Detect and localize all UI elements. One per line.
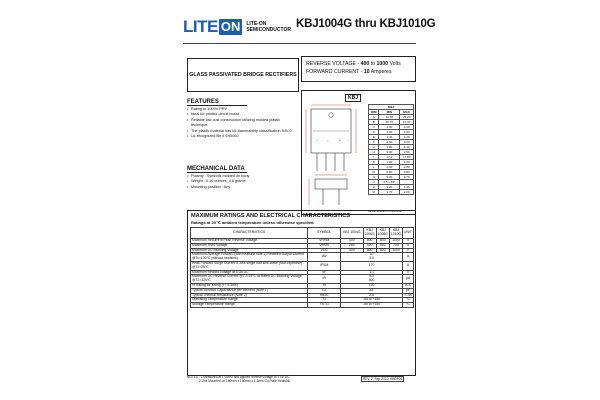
svg-text:+: + — [339, 138, 341, 142]
ratings-box — [187, 210, 416, 376]
table-row — [191, 261, 414, 270]
dimension-cell: O — [369, 180, 379, 185]
ratings-cell: Maximum Average Forward (with heatsink note 2) Rectified Output Current @Tc=100℃ (without heatsink) — [191, 253, 308, 262]
ratings-cell: 1.1 — [341, 270, 403, 275]
dimension-header-cell: DIM — [369, 110, 379, 115]
dimension-cell: 4.60 — [379, 130, 400, 135]
dimension-cell: 4.00 — [400, 125, 414, 130]
dimension-cell: 3.00 — [379, 150, 400, 155]
dimension-cell: D — [369, 130, 379, 135]
features-list — [187, 107, 295, 139]
ratings-cell: 2.5 — [341, 293, 403, 298]
ratings-header-cell: UNIT — [403, 228, 414, 239]
package-label: KBJ — [345, 94, 361, 102]
ratings-header-cell: KBJ 1006G — [363, 228, 376, 239]
dimension-cell: 4.20 — [400, 135, 414, 140]
ratings-header-cell: SYMBOL — [308, 228, 341, 239]
dimension-cell: P — [369, 185, 379, 190]
list-item: • Mounting position : Any — [187, 185, 295, 190]
voltage-current-box — [301, 56, 416, 82]
dimension-cell: 1.45 — [400, 185, 414, 190]
ratings-cell: 420 — [363, 243, 376, 248]
logo-on-badge: ON — [220, 18, 241, 34]
ratings-subtitle: Ratings at 25℃ ambient temperature unless otherwise specified. — [191, 220, 315, 225]
svg-text:-: - — [347, 138, 348, 142]
dimension-cell: 2.80 — [400, 165, 414, 170]
list-item: • Weight : 0.16 ounces, 4.6 grams — [187, 179, 295, 184]
dimension-cell: F — [369, 140, 379, 145]
ratings-cell: VRRM — [308, 239, 341, 244]
dimension-cell: 3.80 — [379, 145, 400, 150]
dimension-cell: H — [369, 150, 379, 155]
mechanical-section — [187, 167, 295, 190]
dimension-cell: 17.80 — [400, 155, 414, 160]
ratings-cell: IFSM — [308, 261, 341, 270]
ratings-cell: I²t Rating for fusing (t < 8.3ms) — [191, 283, 308, 288]
ratings-cell: Typical Thermal Resistance (Note 2) — [191, 293, 308, 298]
page-title: KBJ1004G thru KBJ1010G — [296, 18, 436, 30]
mechanical-title: MECHANICAL DATA — [187, 167, 247, 173]
dimension-cell: 16.70 — [379, 120, 400, 125]
reverse-voltage-line: REVERSE VOLTAGE - 400 to 1000 Volts — [306, 61, 401, 67]
ratings-cell: V — [403, 243, 414, 248]
notes — [187, 375, 347, 383]
ratings-cell: 120 — [341, 283, 403, 288]
dimension-cell: 3.40 — [379, 135, 400, 140]
ratings-cell: 800 — [376, 239, 389, 244]
dimension-cell: G — [369, 145, 379, 150]
ratings-cell: TJ — [308, 298, 341, 303]
ratings-cell: Peak Forward Surge Current 8.3ms single half sine-wave (Non-repetitive) @TJ=25℃ — [191, 261, 308, 270]
ratings-cell: I²t — [308, 283, 341, 288]
table-row — [369, 190, 414, 195]
ratings-cell: Maximum RMS Voltage — [191, 243, 308, 248]
ratings-cell: RθJC — [308, 293, 341, 298]
ratings-table — [190, 227, 414, 308]
ratings-cell: Maximum Recurrent Peak Reverse Voltage — [191, 239, 308, 244]
dimension-cell: 2.30 — [379, 165, 400, 170]
ratings-cell: 800 — [376, 248, 389, 253]
ratings-cell: Maximum DC Reverse Current @TJ=25℃ at Rated DC Blocking Voltage @TJ=125℃ — [191, 275, 308, 284]
dimension-cell: 25.20 — [400, 115, 414, 120]
ratings-cell: A — [403, 253, 414, 262]
ratings-cell: 400 — [341, 239, 363, 244]
dimension-cell: A — [369, 115, 379, 120]
ratings-cell: TSTG — [308, 303, 341, 308]
dimension-header-cell: MIN — [379, 110, 400, 115]
ratings-cell: 10 3.0 — [341, 253, 403, 262]
dimension-cell: 3.20 — [400, 140, 414, 145]
list-item: • Ideal for printed circuit board — [187, 112, 295, 117]
dimension-cell: 17.30 — [400, 120, 414, 125]
dimension-cell: I — [369, 155, 379, 160]
dimension-cell: K — [369, 160, 379, 165]
ratings-cell: 600 — [363, 239, 376, 244]
dimension-cell: 1.70 — [379, 190, 400, 195]
liteon-logo — [183, 17, 291, 36]
dimension-cell: 4.10 — [400, 145, 414, 150]
dimension-cell: 17.2 — [379, 155, 400, 160]
ratings-cell: -55 to +150 — [341, 298, 403, 303]
dimension-cell: 3.50 — [400, 150, 414, 155]
ratings-cell: A — [403, 261, 414, 270]
note-1: NOTES : 1.Measured at 1.0MHz and applied reverse voltage of 4.0V DC. — [187, 375, 291, 379]
ratings-cell: Typical Junction Capacitance per element (Note 1) — [191, 288, 308, 293]
ratings-cell: ℃ — [403, 298, 414, 303]
dimension-cell: 2.5 x 45° — [379, 180, 400, 185]
logo-word: LITE — [183, 16, 218, 36]
product-type-text: GLASS PASSIVATED BRIDGE RECTIFIERS — [189, 72, 297, 78]
dimension-cell: M — [369, 170, 379, 175]
dimension-cell: 2.60 — [379, 140, 400, 145]
ratings-cell: VDC — [308, 248, 341, 253]
ratings-cell: IAV — [308, 253, 341, 262]
ratings-cell: CJ — [308, 288, 341, 293]
features-section — [187, 100, 295, 139]
features-title: FEATURES — [187, 100, 247, 106]
ratings-cell: ℃ — [403, 303, 414, 308]
header-divider — [183, 43, 416, 44]
logo-subtitle: LITE-ON SEMICONDUCTOR — [246, 20, 291, 33]
list-item: • Reliable low cost construction utilizing molded plastic technique — [187, 118, 295, 129]
dimension-cell: 4.90 — [400, 130, 414, 135]
dimension-cell: 9.30 — [379, 175, 400, 180]
revision-label: REV. 2, Sep-2010, KBDF06 — [363, 377, 403, 381]
ratings-cell: pF — [403, 288, 414, 293]
dimension-cell: 1.20 — [400, 160, 414, 165]
ratings-cell: -55 to +150 — [341, 303, 403, 308]
list-item: • The plastic material has UL flammability classification 94V-0 — [187, 129, 295, 134]
ratings-cell: A²S — [403, 283, 414, 288]
dimension-header-cell: MAX — [400, 110, 414, 115]
ratings-cell: 560 — [376, 243, 389, 248]
package-drawing-box — [301, 90, 416, 215]
ratings-title: MAXIMUM RATINGS AND ELECTRICAL CHARACTERISTICS — [191, 213, 351, 219]
svg-text:~: ~ — [316, 138, 318, 142]
ratings-cell: 1000 — [389, 248, 402, 253]
ratings-cell: 400 — [341, 248, 363, 253]
mechanical-list — [187, 174, 295, 190]
dimension-cell: E — [369, 135, 379, 140]
dimension-cell: 24.60 — [379, 115, 400, 120]
dimension-cell: L — [369, 165, 379, 170]
list-item: • Rating to 1000V PRV — [187, 107, 295, 112]
ratings-cell: Operating Temperature Range — [191, 298, 308, 303]
dimension-cell: R — [369, 190, 379, 195]
ratings-header-cell: KBJ 1008G — [376, 228, 389, 239]
dimension-cell: C — [369, 125, 379, 130]
dimension-note: All Dimensions in millimeter — [368, 209, 403, 213]
ratings-cell: μA — [403, 275, 414, 284]
ratings-header-cell: KBJ 1010G — [389, 228, 402, 239]
ratings-cell: 45 — [341, 288, 403, 293]
package-outline-drawing — [303, 101, 365, 211]
ratings-cell: 5.0 500 — [341, 275, 403, 284]
ratings-cell: V — [403, 248, 414, 253]
dimension-cell: 1.00 — [379, 160, 400, 165]
dimension-table-title: KBJ — [369, 105, 414, 110]
ratings-cell: 700 — [389, 243, 402, 248]
product-type-box — [187, 58, 299, 92]
ratings-cell: Storage Temperature Range — [191, 303, 308, 308]
ratings-cell: Maximum DC Blocking Voltage — [191, 248, 308, 253]
list-item: • Polarity : Symbols molded on body — [187, 174, 295, 179]
ratings-cell: VRMS — [308, 243, 341, 248]
dimension-cell: 0.80 — [400, 170, 414, 175]
note-2: 2.Unit Mounted on 150mm x 150mm x 1.6mm Cu Plate Heatsink — [199, 379, 291, 383]
ratings-header-cell: KBJ 1004G — [341, 228, 363, 239]
dimension-cell: 0.60 — [379, 170, 400, 175]
ratings-cell: V — [403, 270, 414, 275]
dimension-table — [368, 104, 414, 195]
dimension-cell: 1.20 — [379, 185, 400, 190]
ratings-cell: ℃/W — [404, 292, 412, 297]
datasheet-page — [183, 14, 436, 386]
ratings-cell: VF — [308, 270, 341, 275]
table-row — [191, 303, 414, 308]
ratings-header-cell: CHARACTERISTICS — [191, 228, 308, 239]
forward-current-line: FORWARD CURRENT - 10 Amperes — [306, 69, 392, 75]
svg-text:~: ~ — [327, 138, 329, 142]
ratings-cell: Maximum forward Voltage at 5.0A DC — [191, 270, 308, 275]
ratings-cell: 1000 — [389, 239, 402, 244]
dimension-cell: B — [369, 120, 379, 125]
dimension-cell: 3.30 — [379, 125, 400, 130]
ratings-cell: 280 — [341, 243, 363, 248]
ratings-cell: 600 — [363, 248, 376, 253]
dimension-cell: N — [369, 175, 379, 180]
ratings-cell: 170 — [341, 261, 403, 270]
ratings-cell: V — [403, 239, 414, 244]
dimension-cell: 2.20 — [400, 190, 414, 195]
dimension-cell: 9.70 — [400, 175, 414, 180]
list-item: • UL recognized file # E95060 — [187, 134, 295, 139]
ratings-cell: IR — [308, 275, 341, 284]
